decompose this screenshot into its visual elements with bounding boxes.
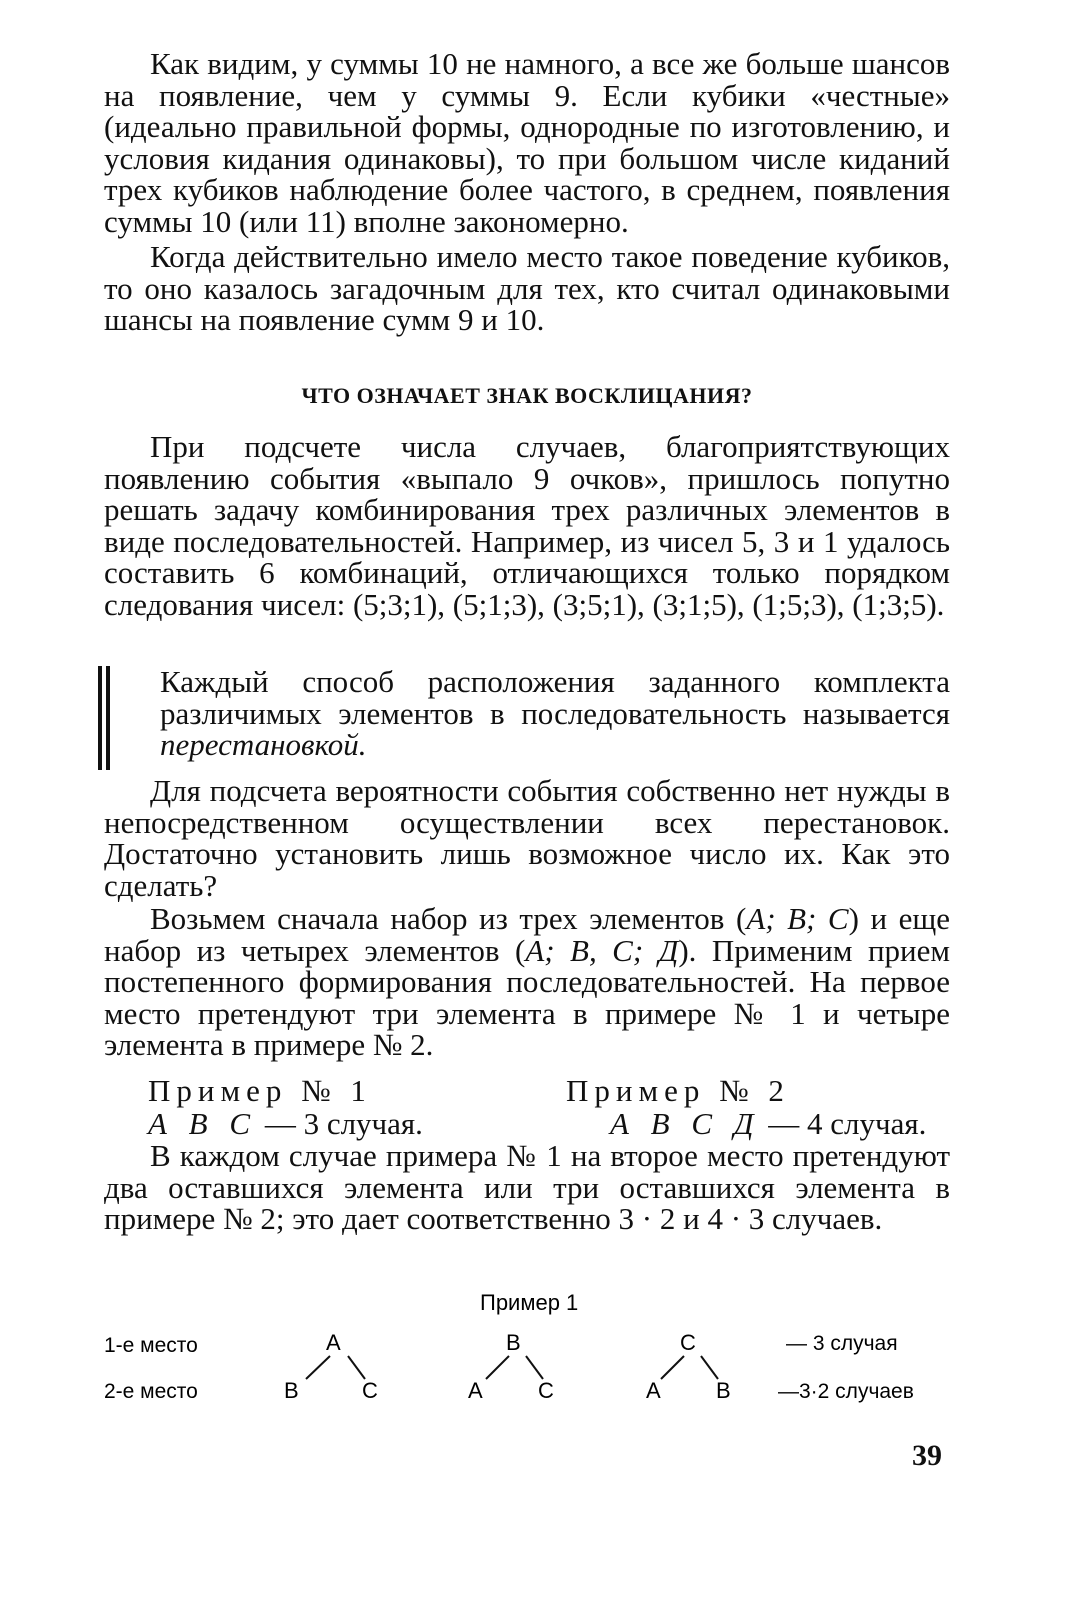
page-number: 39 [912, 1439, 942, 1472]
tree-2-left: A [468, 1378, 483, 1403]
example-2-heading: Пример № 2 [566, 1073, 790, 1108]
tree-3-left-branch [661, 1356, 684, 1379]
definition-body: Каждый способ расположения заданного комплекта различимых элементов в последовательность называется [160, 664, 950, 731]
example-1-count: — 3 случая. [264, 1106, 423, 1141]
sets-text-part: ) и еще набор из четырех элементов ( [104, 901, 950, 968]
paragraph-combinations: При подсчете числа случаев, благоприятствующих появлению события «выпало 9 очков», пришлось попутно решать задачу комбинирования трех различных элементов в виде последовательностей. Например, из чисел 5, 3 и 1 удалось составить 6 комбинаций, отличающихся только порядком следования чисел: (5;3;1), (5;1;3), (3;5;1), (3;1;5), (1;5;3), (1;3;5). [104, 429, 950, 622]
sets-text-part: ). Применим прием постепенного формирования последовательностей. На первое место претендуют три элемента в примере № 1 и четыре элемента в примере № 2. [104, 932, 951, 1063]
tree-3-top: C [680, 1330, 696, 1355]
tree-2-right: C [538, 1378, 554, 1403]
tree-3-right: B [716, 1378, 731, 1403]
example-2-letters: А В С Д [610, 1106, 761, 1141]
section-heading: ЧТО ОЗНАЧАЕТ ЗНАК ВОСКЛИЦАНИЯ? [301, 383, 753, 408]
example-1-line [148, 1106, 423, 1142]
definition-block [98, 666, 950, 770]
row-label-second-place: 2-е место [104, 1380, 198, 1403]
paragraph-sum-chances: Как видим, у суммы 10 не намного, а все же больше шансов на появление, чем у суммы 9. Если кубики «честные» (идеально правильной формы, однородные по изготовлению, и условия кидания одинаковы), то при большом числе киданий трех кубиков наблюдение более частого, в среднем, появления суммы 10 (или 11) вполне закономерно. [104, 46, 950, 239]
set-three-elements: А; В; С [746, 901, 849, 936]
tree-3-left: A [646, 1378, 661, 1403]
tree-1-left-branch [306, 1356, 330, 1379]
paragraph-counting: Для подсчета вероятности события собственно нет нужды в непосредственном осуществлении всех перестановок. Достаточно установить лишь возможное число их. Как это сделать? [104, 773, 950, 903]
example-2-line [610, 1106, 926, 1142]
tree-1-right: C [362, 1378, 378, 1403]
set-four-elements: А; В, С; Д [525, 932, 679, 968]
definition-term: перестановкой. [160, 727, 367, 763]
tree-1-right-branch [348, 1356, 365, 1379]
tree-3-right-branch [701, 1356, 718, 1379]
tree-2-right-branch [526, 1356, 543, 1379]
example-2-count: — 4 случая. [768, 1106, 927, 1141]
paragraph-second-place: В каждом случае примера № 1 на второе место претендуют два оставшихся элемента или три оставшихся элемента в примере № 2; это дает соответственно 3 · 2 и 4 · 3 случаев. [104, 1138, 950, 1237]
tree-2-top: B [506, 1330, 521, 1355]
tree-2-left-branch [486, 1356, 509, 1379]
paragraph-sets [104, 903, 950, 1061]
row-1-count: — 3 случая [786, 1332, 898, 1355]
row-label-first-place: 1-е место [104, 1334, 198, 1357]
permutation-tree-diagram [0, 1280, 1072, 1410]
tree-1-top: A [326, 1330, 341, 1355]
definition-text [160, 666, 950, 761]
diagram-title: Пример 1 [480, 1290, 579, 1315]
example-1-heading: Пример № 1 [148, 1073, 372, 1108]
margin-bar [98, 666, 102, 770]
example-1-letters: А В С [148, 1106, 258, 1141]
tree-1-left: B [284, 1378, 299, 1403]
row-2-count: —3·2 случаев [778, 1380, 914, 1403]
sets-text-part: Возьмем сначала набор из трех элементов ( [150, 901, 747, 936]
margin-bar [106, 666, 110, 770]
paragraph-dice-behavior: Когда действительно имело место такое поведение кубиков, то оно казалось загадочным для тех, кто считал одинаковыми шансы на появление сумм 9 и 10. [104, 239, 950, 338]
